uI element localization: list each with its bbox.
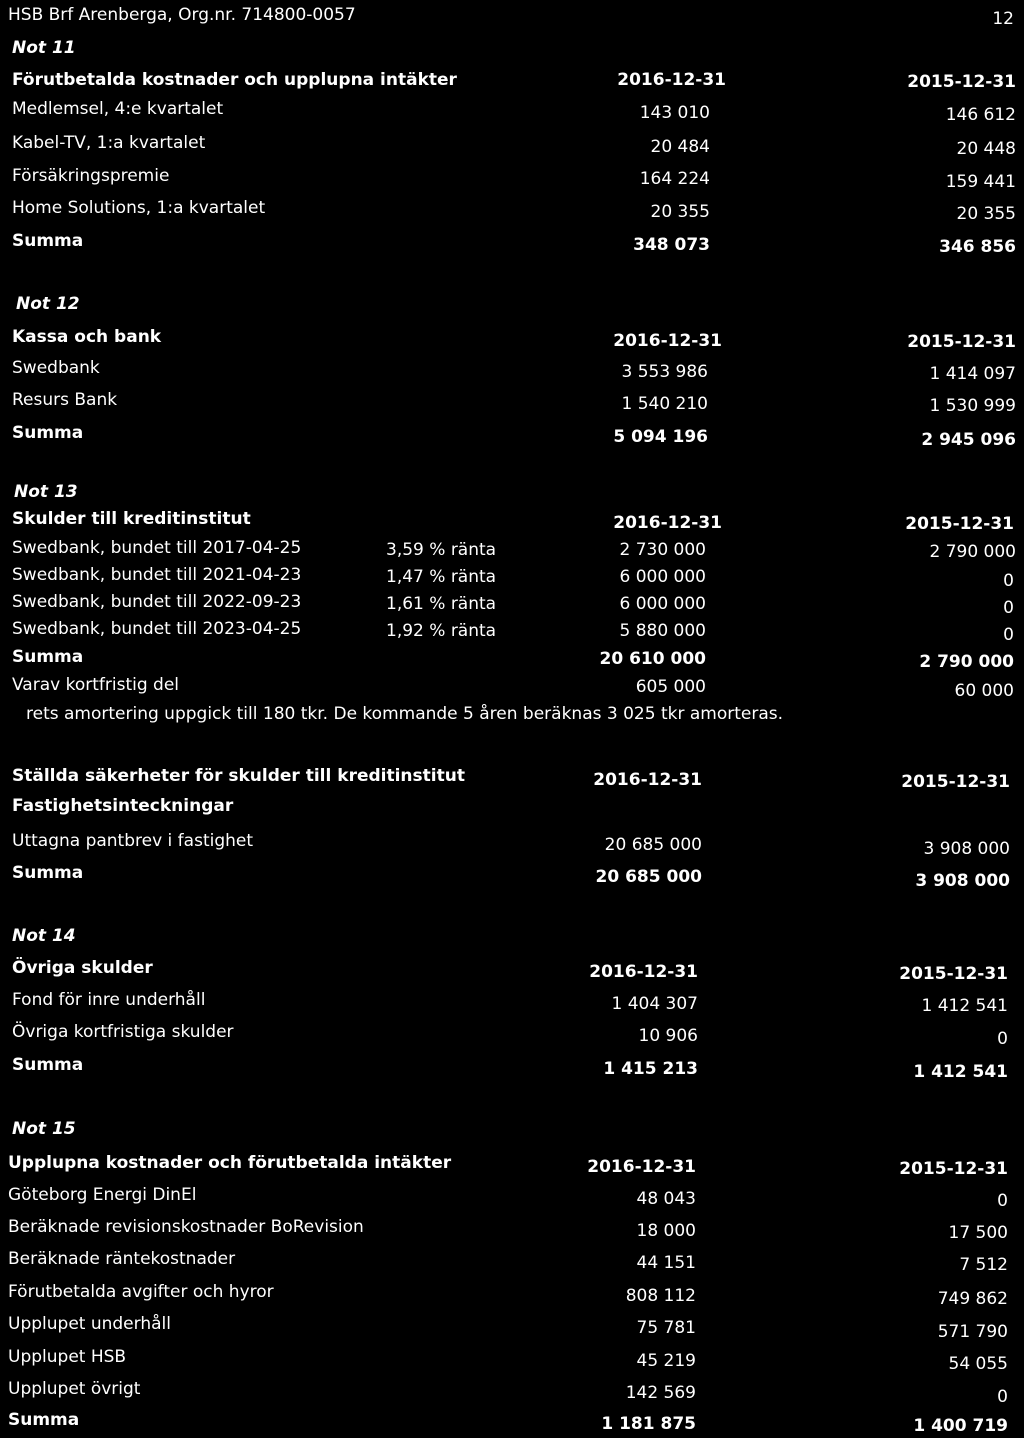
page-number: 12 bbox=[992, 9, 1014, 29]
table-cell-2016: 1 404 307 bbox=[611, 994, 698, 1014]
table-row-label: Beräknade räntekostnader bbox=[8, 1249, 236, 1269]
table-cell-2015: 1 530 999 bbox=[929, 396, 1016, 416]
table-cell-2015: 0 bbox=[1003, 571, 1014, 591]
table-cell-2015: 20 355 bbox=[956, 204, 1016, 224]
table-cell-2015: 146 612 bbox=[945, 105, 1016, 125]
table-row-label: Swedbank bbox=[12, 358, 100, 378]
table-cell-2015: 1 412 541 bbox=[921, 996, 1008, 1016]
table-row-label: Upplupet underhåll bbox=[8, 1314, 171, 1334]
table-row-label: Fond för inre underhåll bbox=[12, 990, 206, 1010]
table-cell-2015: 1 414 097 bbox=[929, 364, 1016, 384]
table-row-label: Medlemsel, 4:e kvartalet bbox=[12, 99, 224, 119]
table-cell-2015: 54 055 bbox=[948, 1354, 1008, 1374]
sum-cell-2016: 1 181 875 bbox=[601, 1414, 696, 1434]
column-header-2016: 2016-12-31 bbox=[587, 1157, 696, 1177]
table-row-label: Försäkringspremie bbox=[12, 166, 170, 186]
column-header-2016: 2016-12-31 bbox=[617, 70, 726, 90]
interest-rate: 3,59 % ränta bbox=[386, 540, 497, 560]
pledged-subtitle: Fastighetsinteckningar bbox=[12, 796, 234, 816]
table-cell-2016: 142 569 bbox=[625, 1383, 696, 1403]
column-header-2016: 2016-12-31 bbox=[589, 962, 698, 982]
table-cell-2016: 20 355 bbox=[650, 202, 710, 222]
table-cell-2016: 44 151 bbox=[636, 1253, 696, 1273]
sum-cell-2015: 3 908 000 bbox=[915, 871, 1010, 891]
sum-label: Summa bbox=[12, 423, 84, 443]
table-cell-2016: 75 781 bbox=[636, 1318, 696, 1338]
sum-label: Summa bbox=[12, 231, 84, 251]
table-cell-2015: 0 bbox=[997, 1387, 1008, 1407]
sum-cell-2016: 20 610 000 bbox=[599, 649, 706, 669]
table-row-label: Övriga kortfristiga skulder bbox=[12, 1022, 234, 1042]
note-15-title: Upplupna kostnader och förutbetalda intäkter bbox=[8, 1153, 452, 1173]
table-cell-2016: 2 730 000 bbox=[619, 540, 706, 560]
table-cell-2015: 17 500 bbox=[948, 1223, 1008, 1243]
note-14-title: Övriga skulder bbox=[12, 958, 153, 978]
sum-cell-2016: 5 094 196 bbox=[613, 427, 708, 447]
table-cell-2015: 3 908 000 bbox=[923, 839, 1010, 859]
table-row-label: Beräknade revisionskostnader BoRevision bbox=[8, 1217, 364, 1237]
note-12-label: Not 12 bbox=[16, 294, 80, 314]
table-cell-2015: 7 512 bbox=[959, 1255, 1008, 1275]
header-org: HSB Brf Arenberga, Org.nr. 714800-0057 bbox=[8, 5, 356, 25]
interest-rate: 1,92 % ränta bbox=[386, 621, 497, 641]
table-row-label: Swedbank, bundet till 2021-04-23 bbox=[12, 565, 302, 585]
column-header-2015: 2015-12-31 bbox=[907, 332, 1016, 352]
table-cell-2016: 20 484 bbox=[650, 137, 710, 157]
note-13-title: Skulder till kreditinstitut bbox=[12, 509, 251, 529]
table-row-label: Swedbank, bundet till 2023-04-25 bbox=[12, 619, 302, 639]
sum-cell-2016: 20 685 000 bbox=[595, 867, 702, 887]
table-cell-2016: 1 540 210 bbox=[621, 394, 708, 414]
note-15-label: Not 15 bbox=[12, 1119, 76, 1139]
sum-cell-2015: 2 790 000 bbox=[919, 652, 1014, 672]
table-row-label: Upplupet HSB bbox=[8, 1347, 127, 1367]
table-cell-2015: 159 441 bbox=[945, 172, 1016, 192]
table-row-label: Uttagna pantbrev i fastighet bbox=[12, 831, 254, 851]
table-row-label: Göteborg Energi DinEl bbox=[8, 1185, 197, 1205]
short-term-cell-2015: 60 000 bbox=[954, 681, 1014, 701]
sum-label: Summa bbox=[12, 863, 84, 883]
table-cell-2016: 20 685 000 bbox=[604, 835, 702, 855]
table-cell-2016: 6 000 000 bbox=[619, 567, 706, 587]
table-cell-2016: 5 880 000 bbox=[619, 621, 706, 641]
pledged-title: Ställda säkerheter för skulder till kreditinstitut bbox=[12, 766, 465, 786]
table-cell-2015: 2 790 000 bbox=[929, 542, 1016, 562]
table-cell-2015: 0 bbox=[1003, 598, 1014, 618]
table-row-label: Förutbetalda avgifter och hyror bbox=[8, 1282, 274, 1302]
column-header-2015: 2015-12-31 bbox=[905, 514, 1014, 534]
table-row-label: Upplupet övrigt bbox=[8, 1379, 141, 1399]
column-header-2015: 2015-12-31 bbox=[901, 772, 1010, 792]
sum-label: Summa bbox=[12, 1055, 84, 1075]
table-cell-2015: 0 bbox=[997, 1191, 1008, 1211]
sum-cell-2016: 1 415 213 bbox=[603, 1059, 698, 1079]
table-cell-2015: 0 bbox=[997, 1029, 1008, 1049]
short-term-cell-2016: 605 000 bbox=[635, 677, 706, 697]
table-cell-2016: 164 224 bbox=[639, 169, 710, 189]
note-13-label: Not 13 bbox=[14, 482, 78, 502]
sum-label: Summa bbox=[8, 1410, 80, 1430]
interest-rate: 1,61 % ränta bbox=[386, 594, 497, 614]
table-row-label: Kabel-TV, 1:a kvartalet bbox=[12, 133, 206, 153]
note-11-label: Not 11 bbox=[12, 38, 76, 58]
table-cell-2016: 48 043 bbox=[636, 1189, 696, 1209]
column-header-2015: 2015-12-31 bbox=[907, 72, 1016, 92]
interest-rate: 1,47 % ränta bbox=[386, 567, 497, 587]
table-cell-2015: 0 bbox=[1003, 625, 1014, 645]
table-cell-2016: 143 010 bbox=[639, 103, 710, 123]
column-header-2015: 2015-12-31 bbox=[899, 1159, 1008, 1179]
sum-cell-2015: 346 856 bbox=[939, 237, 1016, 257]
column-header-2016: 2016-12-31 bbox=[613, 331, 722, 351]
table-cell-2016: 3 553 986 bbox=[621, 362, 708, 382]
table-cell-2015: 20 448 bbox=[956, 139, 1016, 159]
note-12-title: Kassa och bank bbox=[12, 327, 162, 347]
table-cell-2015: 749 862 bbox=[937, 1289, 1008, 1309]
column-header-2016: 2016-12-31 bbox=[613, 513, 722, 533]
table-cell-2015: 571 790 bbox=[937, 1322, 1008, 1342]
sum-cell-2015: 2 945 096 bbox=[921, 430, 1016, 450]
short-term-label: Varav kortfristig del bbox=[12, 675, 180, 695]
table-cell-2016: 45 219 bbox=[636, 1351, 696, 1371]
column-header-2016: 2016-12-31 bbox=[593, 770, 702, 790]
sum-cell-2016: 348 073 bbox=[633, 235, 710, 255]
table-row-label: Swedbank, bundet till 2017-04-25 bbox=[12, 538, 302, 558]
table-row-label: Swedbank, bundet till 2022-09-23 bbox=[12, 592, 302, 612]
table-row-label: Resurs Bank bbox=[12, 390, 118, 410]
table-cell-2016: 18 000 bbox=[636, 1221, 696, 1241]
sum-label: Summa bbox=[12, 647, 84, 667]
sum-cell-2015: 1 412 541 bbox=[913, 1062, 1008, 1082]
table-cell-2016: 10 906 bbox=[638, 1026, 698, 1046]
table-cell-2016: 6 000 000 bbox=[619, 594, 706, 614]
sum-cell-2015: 1 400 719 bbox=[913, 1416, 1008, 1436]
amortization-note: rets amortering uppgick till 180 tkr. De kommande 5 åren beräknas 3 025 tkr amorteras. bbox=[26, 704, 784, 724]
table-row-label: Home Solutions, 1:a kvartalet bbox=[12, 198, 266, 218]
table-cell-2016: 808 112 bbox=[625, 1286, 696, 1306]
note-14-label: Not 14 bbox=[12, 926, 76, 946]
note-11-title: Förutbetalda kostnader och upplupna intäkter bbox=[12, 70, 457, 90]
column-header-2015: 2015-12-31 bbox=[899, 964, 1008, 984]
